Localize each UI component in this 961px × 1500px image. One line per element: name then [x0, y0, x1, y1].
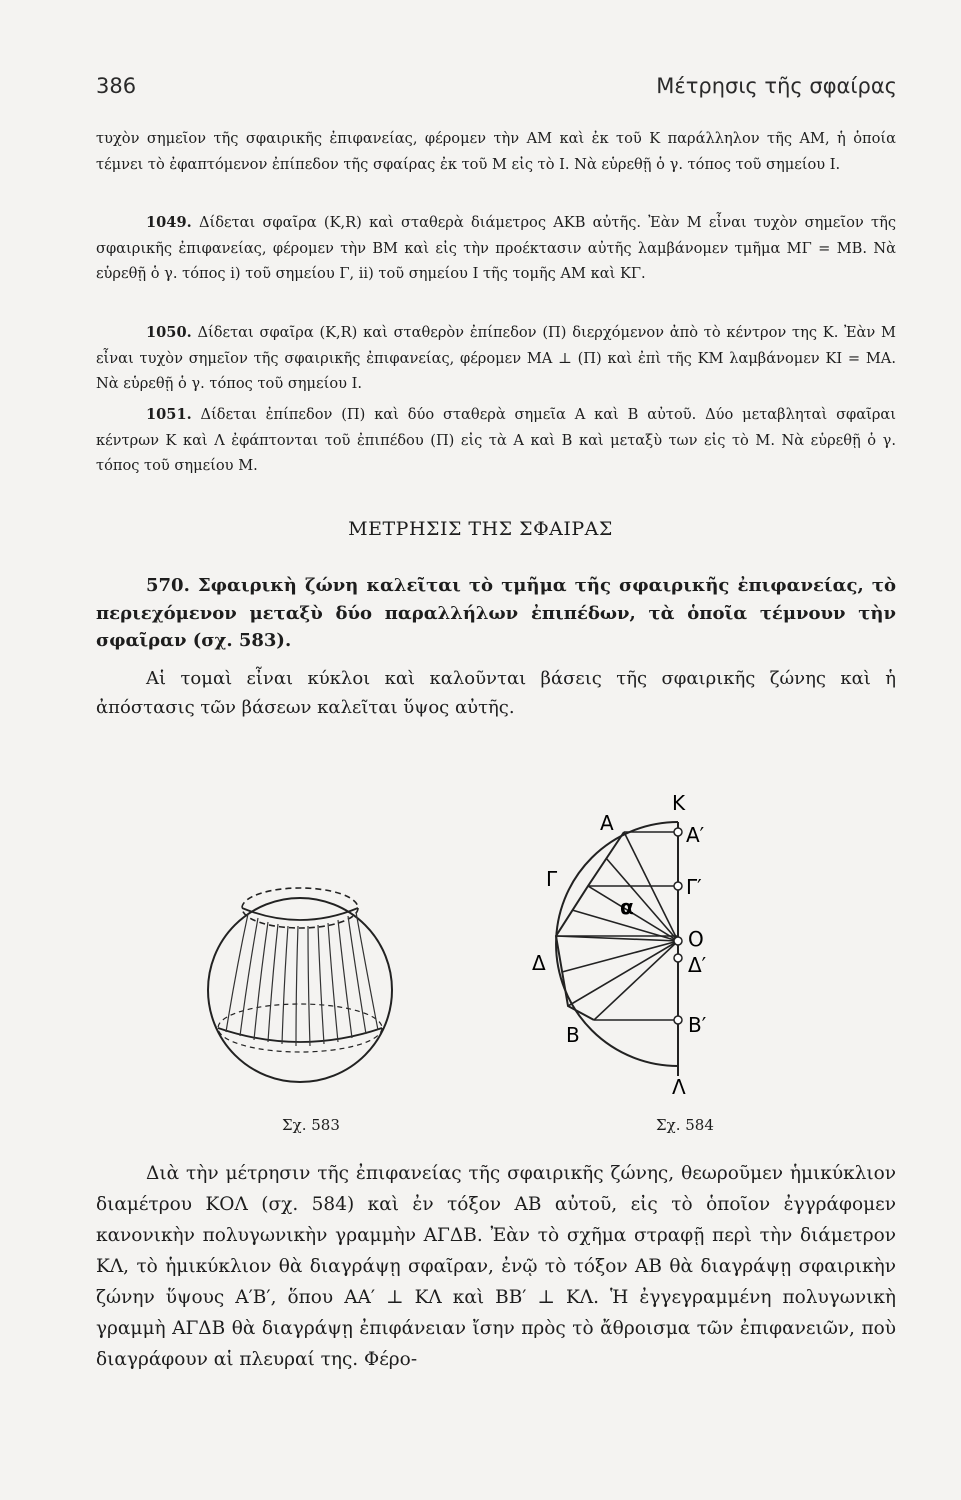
perpendiculars	[556, 832, 678, 1020]
exercise-text: Δίδεται σφαῖρα (Κ,R) καὶ σταθερὰ διάμετρος ΑΚΒ αὐτῆς. Ἐὰν Μ εἶναι τυχὸν σημεῖον τῆς σφαιρικῆς ἐπιφανείας, φέρομεν τὴν ΒΜ καὶ εἰς τὴν προέκτασιν αὐτῆς λαμβάνομεν τμῆμα ΜΓ = ΜΒ. Νὰ εὑρεθῇ ὁ γ. τόπος i) τοῦ σημείου Γ, ii) τοῦ σημείου Ι τῆς τομῆς ΑΜ καὶ ΚΓ.	[96, 214, 896, 283]
section-title: ΜΕΤΡΗΣΙΣ ΤΗΣ ΣΦΑΙΡΑΣ	[348, 518, 613, 540]
exercise-text: Δίδεται ἐπίπεδον (Π) καὶ δύο σταθερὰ σημεῖα Α καὶ Β αὐτοῦ. Δύο μεταβληταὶ σφαῖραι κέντρων Κ καὶ Λ ἐφάπτονται τοῦ ἐπιπέδου (Π) εἰς τὰ Α καὶ Β καὶ μεταξὺ των εἰς τὸ Μ. Νὰ εὑρεθῇ ὁ γ. τόπος τοῦ σημείου Μ.	[96, 406, 896, 475]
label-L: Λ	[672, 1075, 686, 1099]
exercise-1050	[96, 320, 896, 397]
exercise-number: 1049.	[146, 214, 192, 231]
sphere-outline	[208, 898, 392, 1082]
exercise-1051	[96, 402, 896, 479]
radii	[556, 832, 678, 1020]
page-number: 386	[96, 74, 137, 98]
definition-text: 570. Σφαιρικὴ ζώνη καλεῖται τὸ τμῆμα τῆς σφαιρικῆς ἐπιφανείας, τὸ περιεχόμενον μεταξὺ δύο παραλλήλων ἐπιπέδων, τὰ ὁποῖα τέμνουν τὴν σφαῖραν (σχ. 583).	[96, 575, 896, 651]
label-G-prime: Γ′	[686, 875, 702, 899]
label-D-prime: Δ′	[688, 953, 707, 977]
exercise-1049	[96, 210, 896, 287]
label-K: Κ	[672, 791, 686, 815]
label-O: Ο	[688, 927, 704, 951]
caption-584: Σχ. 584	[656, 1116, 714, 1134]
definition-570	[96, 572, 896, 655]
figure-584-semicircle	[520, 786, 760, 1106]
definition-570-continued	[96, 664, 896, 722]
label-A-prime: Α′	[686, 823, 705, 847]
label-alpha: α	[620, 895, 634, 919]
exercise-number: 1050.	[146, 324, 192, 341]
main-paragraph: Διὰ τὴν μέτρησιν τῆς ἐπιφανείας τῆς σφαιρικῆς ζώνης, θεωροῦμεν ἡμικύκλιον διαμέτρου ΚΟΛ (σχ. 584) καὶ ἐν τόξον ΑΒ αὐτοῦ, εἰς τὸ ὁποῖον ἐγγράφομεν κανονικὴν πολυγωνικὴν γραμμὴν ΑΓΔΒ. Ἐὰν τὸ σχῆμα στραφῇ περὶ τὴν διάμετρον ΚΛ, τὸ ἡμικύκλιον θὰ διαγράψῃ σφαῖραν, ἐνῷ τὸ τόξον ΑΒ θὰ διαγράψῃ σφαιρικὴν ζώνην ὕψους Α′Β′, ὅπου ΑΑ′ ⊥ ΚΛ καὶ ΒΒ′ ⊥ ΚΛ. Ἡ ἐγγεγραμμένη πολυγωνικὴ γραμμὴ ΑΓΔΒ θὰ διαγράψῃ ἐπιφάνειαν ἴσην πρὸς τὸ ἄθροισμα τῶν ἐπιφανειῶν, ποὺ διαγράφουν αἱ πλευραί της. Φέρο-	[96, 1163, 896, 1370]
label-B-prime: Β′	[688, 1013, 707, 1037]
label-A: Α	[600, 811, 614, 835]
label-D: Δ	[532, 951, 546, 975]
caption-583: Σχ. 583	[282, 1116, 340, 1134]
zone-meridians	[226, 912, 378, 1046]
figure-583-spherical-zone	[200, 840, 400, 1110]
running-title: Μέτρησις τῆς σφαίρας	[656, 74, 897, 98]
continuation-text: τυχὸν σημεῖον τῆς σφαιρικῆς ἐπιφανείας, φέρομεν τὴν ΑΜ καὶ ἐκ τοῦ Κ παράλληλον τῆς ΑΜ, ἡ ὁποία τέμνει τὸ ἐφαπτόμενον ἐπίπεδον τῆς σφαίρας ἐκ τοῦ Μ εἰς τὸ Ι. Νὰ εὑρεθῇ ὁ γ. τόπος τοῦ σημείου Ι.	[96, 130, 896, 173]
label-G: Γ	[546, 867, 558, 891]
label-B: Β	[566, 1023, 580, 1047]
definition-text-2: Αἱ τομαὶ εἶναι κύκλοι καὶ καλοῦνται βάσεις τῆς σφαιρικῆς ζώνης καὶ ἡ ἀπόστασις τῶν βάσεων καλεῖται ὕψος αὐτῆς.	[96, 668, 896, 718]
exercise-text: Δίδεται σφαῖρα (Κ,R) καὶ σταθερὸν ἐπίπεδον (Π) διερχόμενον ἀπὸ τὸ κέντρον της Κ. Ἐὰν Μ εἶναι τυχὸν σημεῖον τῆς σφαιρικῆς ἐπιφανείας, φέρομεν ΜΑ ⊥ (Π) καὶ ἐπὶ τῆς ΚΜ λαμβάνομεν ΚΙ = ΜΑ. Νὰ εὑρεθῇ ὁ γ. τόπος τοῦ σημείου Ι.	[96, 324, 896, 393]
exercise-continuation	[96, 126, 896, 177]
main-text-block	[96, 1158, 896, 1375]
exercise-number: 1051.	[146, 406, 192, 423]
lower-base-circle	[218, 1004, 382, 1052]
lower-base-front	[218, 1028, 382, 1042]
upper-base-front	[242, 908, 358, 920]
